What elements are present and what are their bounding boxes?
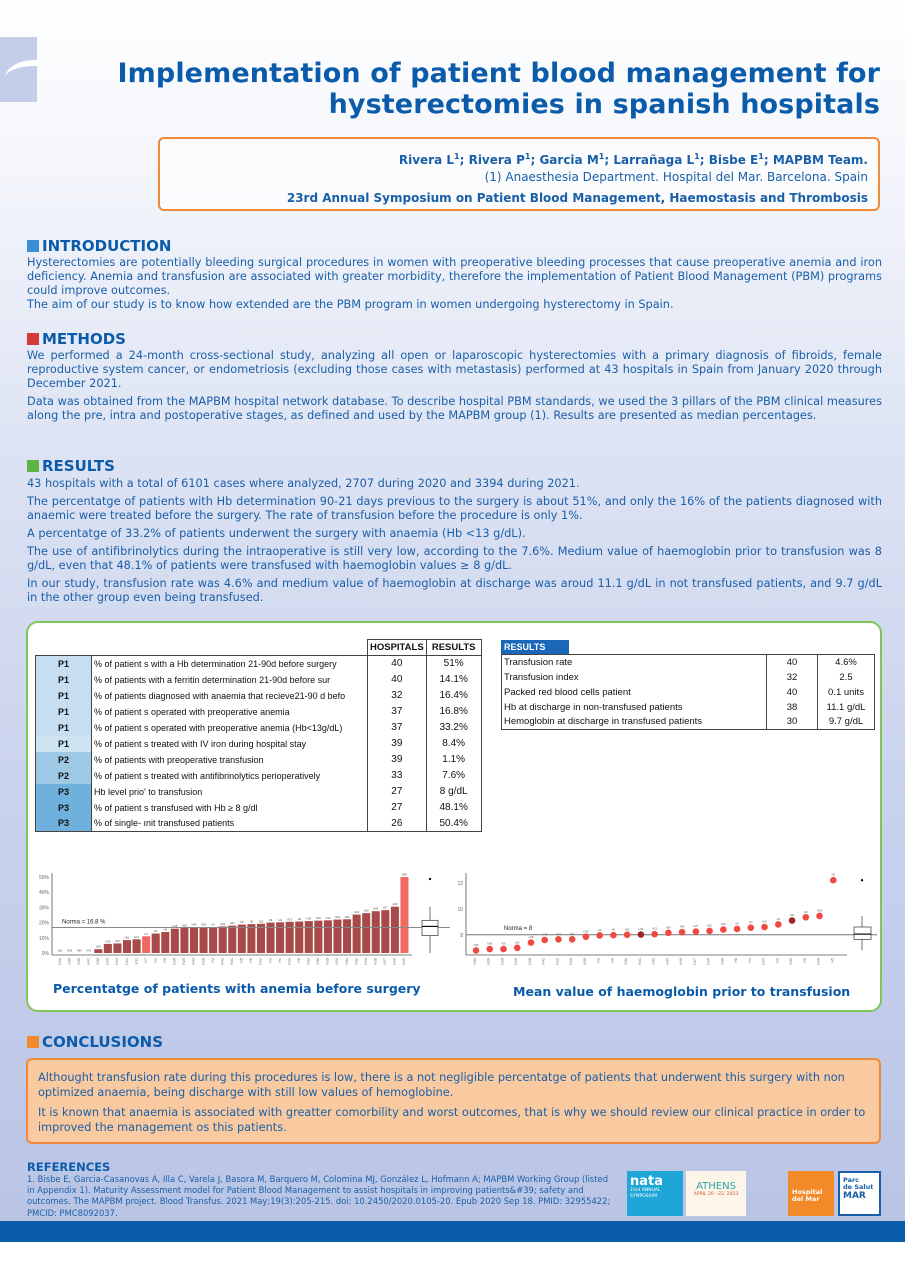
svg-text:H6: H6 xyxy=(610,958,615,963)
svg-text:H6: H6 xyxy=(249,920,254,924)
hospitals-cell: 37 xyxy=(368,704,427,720)
svg-text:H33: H33 xyxy=(306,958,311,965)
table-row xyxy=(502,715,875,730)
square-icon xyxy=(27,460,39,472)
svg-text:H28: H28 xyxy=(487,942,493,946)
table-row xyxy=(36,672,482,688)
svg-text:H31: H31 xyxy=(229,922,235,926)
svg-text:H2: H2 xyxy=(775,958,780,963)
svg-text:H2: H2 xyxy=(211,923,215,927)
result-cell: 48.1% xyxy=(426,800,481,816)
svg-text:H24: H24 xyxy=(335,916,340,920)
measure-cell: Packed red blood cells patient xyxy=(502,685,767,700)
measure-cell: % of single- ınit transfused patients xyxy=(92,816,368,832)
conclusions-heading: CONCLUSIONS xyxy=(27,1033,163,1051)
svg-text:H39: H39 xyxy=(316,958,321,965)
svg-text:H42: H42 xyxy=(541,958,546,965)
svg-text:H5: H5 xyxy=(239,958,244,963)
svg-text:H20: H20 xyxy=(569,932,575,936)
author-name: Rivera $P^1$ xyxy=(468,152,531,167)
svg-text:H28: H28 xyxy=(373,958,378,965)
hospitals-cell: 32 xyxy=(767,670,818,685)
svg-text:H18: H18 xyxy=(528,936,534,940)
svg-text:H40: H40 xyxy=(679,925,685,929)
svg-text:H43: H43 xyxy=(191,958,196,965)
svg-text:H25: H25 xyxy=(501,942,506,946)
square-icon xyxy=(27,1036,39,1048)
pillar-cell: P2 xyxy=(36,768,92,784)
svg-text:H18: H18 xyxy=(201,923,206,927)
svg-text:10: 10 xyxy=(457,906,463,913)
svg-text:H41: H41 xyxy=(86,958,91,965)
svg-text:H34: H34 xyxy=(665,958,670,965)
introduction-heading: INTRODUCTION xyxy=(27,237,171,255)
svg-text:H36: H36 xyxy=(67,958,72,965)
svg-text:H27: H27 xyxy=(382,906,388,910)
svg-text:H12: H12 xyxy=(555,958,560,965)
svg-text:H22: H22 xyxy=(57,949,63,953)
svg-text:H6: H6 xyxy=(249,958,254,963)
svg-text:H30: H30 xyxy=(95,945,101,949)
svg-text:H34: H34 xyxy=(344,958,349,965)
result-cell: 9.7 g/dL xyxy=(828,716,864,728)
svg-text:H20: H20 xyxy=(569,958,574,965)
haemoglobin-scatter-chart xyxy=(452,865,877,980)
result-cell: 14.1% xyxy=(426,672,481,688)
results-table-heading: RESULTS xyxy=(501,640,569,654)
result-cell: 33.2% xyxy=(426,720,481,736)
svg-text:20%: 20% xyxy=(38,920,49,927)
svg-text:H34: H34 xyxy=(344,915,350,919)
svg-text:H27: H27 xyxy=(692,958,697,965)
svg-text:H24: H24 xyxy=(761,958,766,965)
table-row xyxy=(36,704,482,720)
hospitals-cell: 39 xyxy=(368,752,427,768)
svg-text:H40: H40 xyxy=(402,873,407,877)
svg-text:H36: H36 xyxy=(67,949,73,953)
result-cell: 8.4% xyxy=(426,736,481,752)
svg-text:H1: H1 xyxy=(153,958,158,963)
svg-text:H12: H12 xyxy=(258,920,264,924)
result-cell: 1.1% xyxy=(426,752,481,768)
measure-cell: % of patient s operated with preoperative anemia (Hb<13g/dL) xyxy=(92,720,368,736)
svg-text:H8: H8 xyxy=(734,958,739,963)
measure-cell: % of patients with preoperative transfusion xyxy=(92,752,368,768)
svg-text:H10: H10 xyxy=(514,958,519,965)
svg-text:Norma = 8: Norma = 8 xyxy=(504,925,533,932)
square-icon xyxy=(27,240,39,252)
table-row xyxy=(36,752,482,768)
svg-text:H18: H18 xyxy=(201,958,206,965)
svg-text:H11: H11 xyxy=(134,935,139,939)
title-line-2: hysterectomies in spanish hospitals xyxy=(328,89,880,120)
svg-text:H9: H9 xyxy=(163,958,168,963)
conference: 23rd Annual Symposium on Patient Blood Management, Haemostasis and Thrombosis xyxy=(286,191,868,205)
measure-cell: % of patients with a ferritin determination 21-90d before sur xyxy=(92,672,368,688)
svg-text:H19: H19 xyxy=(325,916,331,920)
svg-text:8: 8 xyxy=(460,932,463,939)
svg-text:H1: H1 xyxy=(154,930,158,934)
hospitals-cell: 38 xyxy=(767,700,818,715)
svg-text:H7: H7 xyxy=(144,932,148,936)
hospitals-cell: 30 xyxy=(767,715,818,730)
references-heading: REFERENCES xyxy=(27,1160,111,1174)
svg-text:H29: H29 xyxy=(105,940,111,944)
measure-cell: % of patients diagnosed with anaemia that recieve21-90 d befo xyxy=(92,688,368,704)
svg-text:H5: H5 xyxy=(830,958,835,963)
pillar-cell: P2 xyxy=(36,752,92,768)
conclusions-box: Althought transfusion rate during this procedures is low, there is a not negligible percentatge of patients that underwent this surgery with non optimized anaemia, being discharge with still low values of hemoglobine. It is known that anaemia is associated with greatter comorbility and worst outcomes, that is why we should review our clinical practice in order to improved the management os this patients. xyxy=(26,1058,881,1144)
result-cell: 8 g/dL xyxy=(426,784,481,800)
hospitals-cell: 33 xyxy=(368,768,427,784)
svg-text:H3: H3 xyxy=(598,928,602,932)
svg-text:H9: H9 xyxy=(804,910,808,914)
svg-text:H39: H39 xyxy=(582,958,587,965)
title-line-1: Implementation of patient blood management for xyxy=(117,58,880,89)
poster-title xyxy=(60,58,880,120)
svg-text:H32: H32 xyxy=(624,958,629,965)
measure-cell: Hb at discharge in non-transfused patients xyxy=(502,700,767,715)
result-cell: 51% xyxy=(426,656,481,672)
table-row xyxy=(502,670,875,685)
references-text: 1. Bisbe E, Garcia-Casanovas A, Illa C, Varela J, Basora M, Barquero M, Colomina MJ, González L, Hofmann A; MAPBM Working Group (listed in Appendix 1). Maturity Assessment model for Patient Blood Management to assist hospitals in improving patients&#39; safety and outcomes. The MAPBM project. Blood Transfus. 2021 May;19(3):205-215. doi: 10.2450/2020.0105-20. Epub 2020 Sep 18. PMID: 32955422; PMCID: PMC8092037. xyxy=(27,1174,611,1218)
table-row xyxy=(36,720,482,736)
authors-line: Rivera $L^1$; Rivera $P^1$; Garcia $M^1$; Larrañaga $L^1$; Bisbe $E^1$; MAPBM Team. xyxy=(398,152,868,167)
table-row xyxy=(36,656,482,672)
measure-cell: % of patient s treated with antifibrinolytics perioperatively xyxy=(92,768,368,784)
svg-text:10%: 10% xyxy=(38,935,49,942)
result-cell: 16.8% xyxy=(426,704,481,720)
table-row xyxy=(36,800,482,816)
hospitals-cell: 40 xyxy=(767,685,818,700)
author-name: Garcia $M^1$ xyxy=(539,152,605,167)
hospitals-cell: 37 xyxy=(368,720,427,736)
measure-cell: % of patient s operated with preoperative anemia xyxy=(92,704,368,720)
pillar-cell: P1 xyxy=(36,672,92,688)
svg-text:H22: H22 xyxy=(57,958,62,965)
svg-text:H32: H32 xyxy=(354,911,360,915)
svg-text:H41: H41 xyxy=(637,958,642,965)
svg-text:H33: H33 xyxy=(651,958,656,965)
introduction-text: Hysterectomies are potentially bleeding surgical procedures in women with preoperative bleeding processes that cause preoperative anemia and iron deficiency. Anemia and transfusion are associated with greater morbidity, therefore the implementation of Patient Blood Management (PBM) programs could improve outcomes. The aim of our study is to know how extended are the PBM program in women undergoing hysterectomy in Spain. xyxy=(27,256,882,311)
result-cell: 11.1 g/dL xyxy=(826,701,866,713)
svg-text:H24: H24 xyxy=(335,958,340,965)
svg-text:H29: H29 xyxy=(816,958,821,965)
decorative-logo-mark xyxy=(0,37,37,102)
pillar-cell: P1 xyxy=(36,720,92,736)
svg-text:H30: H30 xyxy=(96,958,101,965)
measure-cell: % of patient s transfused with Hb ≥ 8 g/dl xyxy=(92,800,368,816)
result-cell: 7.6% xyxy=(426,768,481,784)
svg-text:H32: H32 xyxy=(624,928,630,932)
author-name: Larrañaga $L^1$ xyxy=(613,152,700,167)
pillar-cell: P3 xyxy=(36,816,92,832)
hospital-del-mar-logo: Hospital del Mar xyxy=(788,1171,834,1216)
svg-text:H9: H9 xyxy=(163,928,167,932)
svg-text:H42: H42 xyxy=(542,933,548,937)
pillar-cell: P1 xyxy=(36,656,92,672)
col-header-hospitals: HOSPITALS xyxy=(368,640,427,656)
svg-text:H15: H15 xyxy=(172,925,178,929)
svg-text:H2: H2 xyxy=(776,917,780,921)
measure-cell: % of patient s treated with IV iron during hospital stay xyxy=(92,736,368,752)
hospitals-cell: 26 xyxy=(368,816,427,832)
hospitals-cell: 40 xyxy=(368,656,427,672)
svg-text:H14: H14 xyxy=(115,958,120,965)
result-cell: 50.4% xyxy=(426,816,481,832)
measure-cell: Hemoglobin at discharge in transfused patients xyxy=(502,715,767,730)
hospitals-cell: 27 xyxy=(368,800,427,816)
svg-text:H25: H25 xyxy=(182,958,187,965)
result-cell: 2.5 xyxy=(839,671,853,683)
svg-text:H15: H15 xyxy=(172,958,177,965)
svg-text:H10: H10 xyxy=(363,909,369,913)
svg-text:H4: H4 xyxy=(278,918,282,922)
svg-text:H3: H3 xyxy=(596,958,601,963)
svg-text:H13: H13 xyxy=(287,918,293,922)
pillar-cell: P1 xyxy=(36,688,92,704)
pillar-cell: P3 xyxy=(36,784,92,800)
svg-text:H13: H13 xyxy=(287,958,292,965)
svg-text:H30: H30 xyxy=(473,943,479,947)
svg-text:H35: H35 xyxy=(76,949,82,953)
measure-cell: Transfusion index xyxy=(502,670,767,685)
anemia-bar-chart xyxy=(30,865,450,980)
svg-text:H40: H40 xyxy=(679,958,684,965)
svg-text:H29: H29 xyxy=(817,909,822,913)
parc-de-salut-mar-logo: Parc de Salut MAR xyxy=(838,1171,881,1216)
svg-text:H3: H3 xyxy=(268,958,273,963)
svg-text:0%: 0% xyxy=(41,951,49,957)
pillars-table xyxy=(35,639,482,832)
svg-text:H6: H6 xyxy=(611,928,616,932)
svg-text:H9: H9 xyxy=(802,958,807,963)
svg-text:H15: H15 xyxy=(707,924,712,928)
affiliation: (1) Anaesthesia Department. Hospital del Mar. Barcelona. Spain xyxy=(484,170,868,184)
svg-text:H34: H34 xyxy=(665,926,671,930)
table-row xyxy=(36,768,482,784)
svg-text:H19: H19 xyxy=(325,958,330,965)
measure-cell: Hb level prio' to transfusion xyxy=(92,784,368,800)
svg-text:H42: H42 xyxy=(220,958,225,965)
measure-cell: % of patient s with a Hb determination 21-90d before surgery xyxy=(92,656,368,672)
svg-text:H27: H27 xyxy=(383,958,388,965)
table-row xyxy=(36,688,482,704)
table-row xyxy=(36,736,482,752)
result-cell: 4.6% xyxy=(835,656,857,668)
svg-text:H4: H4 xyxy=(749,921,753,925)
svg-text:H25: H25 xyxy=(500,958,505,965)
athens-logo: ATHENS APRIL 20 - 22, 2023 xyxy=(686,1171,746,1216)
table-row xyxy=(502,700,875,715)
measure-cell: Transfusion rate xyxy=(502,655,767,670)
svg-text:H20: H20 xyxy=(392,903,398,907)
svg-text:H14: H14 xyxy=(115,939,120,943)
pillar-cell: P1 xyxy=(36,704,92,720)
svg-text:H5: H5 xyxy=(240,921,244,925)
svg-text:H21: H21 xyxy=(124,958,129,965)
svg-text:H29: H29 xyxy=(105,958,110,965)
svg-text:H10: H10 xyxy=(363,958,368,965)
svg-text:H31: H31 xyxy=(230,958,234,965)
col-header-results: RESULTS xyxy=(426,640,481,656)
square-icon xyxy=(27,333,39,345)
svg-text:H8: H8 xyxy=(735,922,739,926)
svg-text:H4: H4 xyxy=(747,958,752,963)
svg-text:40%: 40% xyxy=(38,890,49,897)
hospitals-cell: 40 xyxy=(767,655,818,670)
footer-bar xyxy=(0,1221,905,1242)
table-row xyxy=(36,816,482,832)
svg-text:H24: H24 xyxy=(762,920,767,924)
authors-box xyxy=(158,137,880,211)
results-table xyxy=(501,654,875,730)
svg-text:H43: H43 xyxy=(191,923,197,927)
chart-caption-haemoglobin: Mean value of haemoglobin prior to transfusion xyxy=(513,984,851,999)
svg-text:H31: H31 xyxy=(789,914,795,917)
svg-text:H4: H4 xyxy=(277,958,282,963)
hospitals-cell: 40 xyxy=(368,672,427,688)
svg-text:H11: H11 xyxy=(134,958,139,965)
hospitals-cell: 32 xyxy=(368,688,427,704)
svg-text:H36: H36 xyxy=(720,923,726,927)
svg-text:H18: H18 xyxy=(527,958,532,965)
svg-text:H35: H35 xyxy=(76,958,81,965)
svg-text:H33: H33 xyxy=(652,927,658,931)
chart-caption-anemia: Percentatge of patients with anemia before surgery xyxy=(53,981,421,996)
pillar-cell: P3 xyxy=(36,800,92,816)
svg-text:H2: H2 xyxy=(210,958,215,963)
result-cell: 0.1 units xyxy=(828,686,864,698)
nata-logo: nata 23rd ANNUAL SYMPOSIUM xyxy=(627,1171,683,1216)
pillar-cell: P1 xyxy=(36,736,92,752)
svg-text:H10: H10 xyxy=(514,941,520,945)
author-name: Rivera $L^1$ xyxy=(398,152,460,167)
svg-text:H30: H30 xyxy=(473,958,477,965)
svg-text:H15: H15 xyxy=(706,958,711,965)
svg-text:H8: H8 xyxy=(297,918,301,922)
svg-text:H28: H28 xyxy=(373,907,379,911)
svg-text:12: 12 xyxy=(457,880,463,887)
svg-text:H12: H12 xyxy=(556,932,561,936)
svg-text:Norma = 16.8 %: Norma = 16.8 % xyxy=(62,919,106,926)
svg-text:30%: 30% xyxy=(38,905,49,912)
svg-text:H41: H41 xyxy=(86,949,92,953)
hospitals-cell: 39 xyxy=(368,736,427,752)
svg-text:50%: 50% xyxy=(38,875,49,881)
svg-text:H40: H40 xyxy=(402,958,407,965)
svg-text:H27: H27 xyxy=(693,925,699,929)
svg-text:H21: H21 xyxy=(124,936,130,940)
svg-text:H42: H42 xyxy=(220,922,226,926)
results-text: 43 hospitals with a total of 6101 cases where analyzed, 2707 during 2020 and 3394 during 2021. The percentatge of patients with Hb determination 90-21 days previous to the surgery is about 51%, and only the 16% of the patients diagnosed with anaemic were treated before the surgery. The rate of transfusion before the procedure is only 1%. A percentatge of 33.2% of patients underwent the surgery with anaemia (Hb <13 g/dL). The use of antifibrinolytics during the intraoperative is still very low, according to the 7.6%. Medium value of haemoglobin prior to transfusion was 8 g/dL, even that 48.1% of patients were transfused with haemoglobin values ≥ 8 g/dL. In our study, transfusion rate was 4.6% and medium value of haemoglobin at discharge was aroud 11.1 g/dL in not transfused patients, and 9.7 g/dL in the other group even being transfused. xyxy=(27,477,882,604)
methods-text: We performed a 24-month cross-sectional study, analyzing all open or laparoscopic hysterectomies with a primary diagnosis of fibroids, female reproductive system cancer, or endometriosis (excluding those cases with metastasis) performed at 43 hospitals in Spain from January 2020 through December 2021. Data was obtained from the MAPBM hospital network database. To describe hospital PBM standards, we used the 3 pillars of the PBM clinical measures along the pre, intra and postoperative stages, as defined and used by the MAPBM group (1). Results are presented as median percentages. xyxy=(27,349,882,422)
svg-text:H33: H33 xyxy=(306,917,312,921)
svg-text:H7: H7 xyxy=(143,958,148,963)
author-name: Bisbe $E^1$ xyxy=(708,152,764,167)
svg-text:H28: H28 xyxy=(486,958,491,965)
svg-text:H3: H3 xyxy=(268,919,273,923)
table-row xyxy=(36,784,482,800)
svg-text:H36: H36 xyxy=(720,958,725,965)
svg-text:H5: H5 xyxy=(831,873,835,877)
svg-text:H8: H8 xyxy=(296,958,301,963)
svg-text:H25: H25 xyxy=(182,924,187,928)
results-heading: RESULTS xyxy=(27,457,115,475)
svg-text:H20: H20 xyxy=(392,958,397,965)
table-row xyxy=(502,685,875,700)
table-row xyxy=(502,655,875,670)
hospitals-cell: 27 xyxy=(368,784,427,800)
result-cell: 16.4% xyxy=(426,688,481,704)
methods-heading: METHODS xyxy=(27,330,126,348)
svg-text:H39: H39 xyxy=(316,917,321,921)
svg-text:H39: H39 xyxy=(583,930,589,934)
svg-text:H12: H12 xyxy=(258,958,263,965)
svg-text:H31: H31 xyxy=(789,958,794,965)
svg-text:H41: H41 xyxy=(638,928,644,932)
svg-text:H32: H32 xyxy=(354,958,359,965)
